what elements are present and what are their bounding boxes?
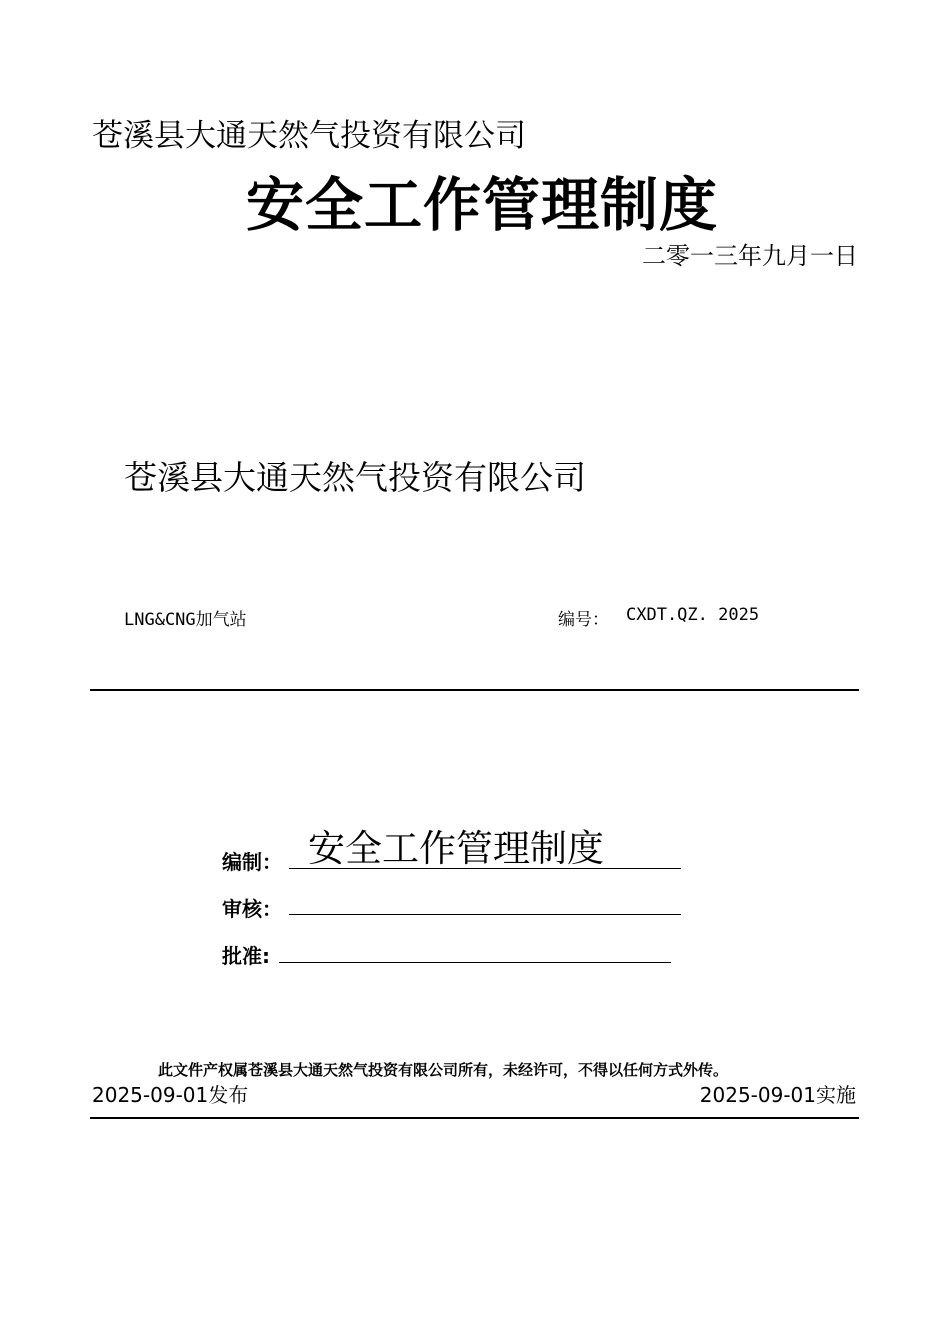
approve-signature-line [279, 962, 671, 963]
copyright-notice: 此文件产权属苍溪县大通天然气投资有限公司所有，未经许可，不得以任何方式外传。 [158, 1061, 729, 1079]
top-divider [90, 689, 859, 691]
station-name: LNG&CNG加气站 [124, 610, 247, 630]
review-signature-line [289, 914, 681, 915]
compile-label: 编制： [222, 850, 282, 874]
body-company-name: 苍溪县大通天然气投资有限公司 [124, 458, 586, 497]
document-code-label: 编号： [558, 610, 609, 630]
header-date: 二零一三年九月一日 [642, 242, 858, 270]
publish-date: 2025-09-01发布 [92, 1083, 249, 1107]
compile-value: 安全工作管理制度 [308, 827, 604, 870]
document-code-value: CXDT.QZ. 2025 [626, 605, 760, 625]
bottom-divider [90, 1117, 859, 1119]
approve-label: 批准: [222, 944, 270, 968]
document-title: 安全工作管理制度 [246, 171, 719, 239]
effective-date: 2025-09-01实施 [699, 1083, 856, 1107]
review-label: 审核： [222, 897, 282, 921]
header-company-name: 苍溪县大通天然气投资有限公司 [92, 118, 526, 154]
compile-signature-line [289, 868, 681, 869]
